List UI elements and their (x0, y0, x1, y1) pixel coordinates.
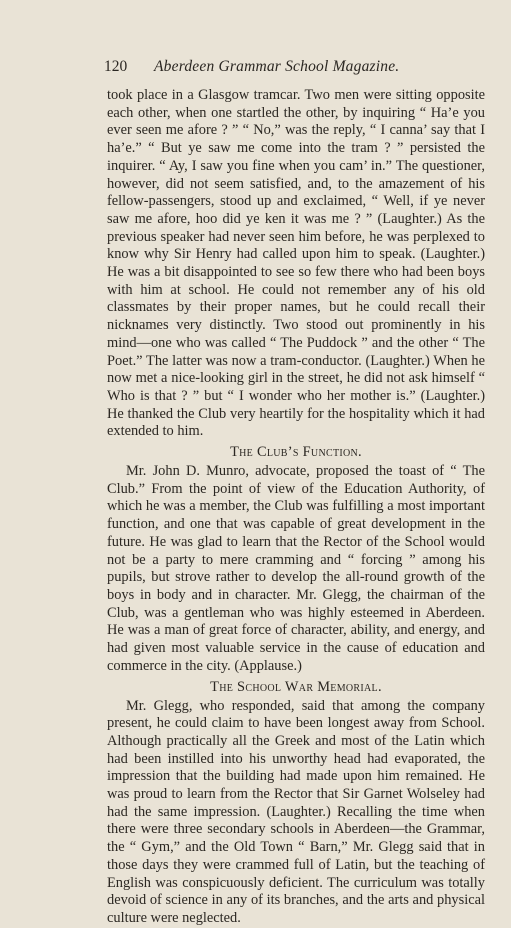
page-number: 120 (104, 58, 128, 75)
section-heading-club-function: The Club’s Function. (230, 444, 362, 461)
running-head: Aberdeen Grammar School Magazine. (154, 58, 400, 75)
paragraph-speech-continuation: took place in a Glasgow tramcar. Two men were sitting opposite each other, when one startled the other, by inquiring “ Ha’e you ever seen me afore ? ” “ No,” was the reply, “ I canna’ say that I ha’e.” “ But ye saw me come into the tram ? ” persisted the inquirer. “ Ay, I saw you fine when you cam’ in.” The questioner, however, did not seem satisfied, and, to the amazement of his fellow-passengers, stood up and exclaimed, “ Well, if ye never saw me afore, hoo did ye ken it was me ? ” (Laughter.) As the previous speaker had never seen him before, he was perplexed to know why Sir Henry had called upon him to speak. (Laughter.) He was a bit disappointed to see so few there who had been boys with him at school. He could not remember any of his old classmates by their proper names, but he could recall their nicknames very distinctly. Two stood out prominently in his mind—one who was called “ The Puddock ” and the other “ The Poet.” The latter was now a tram-conductor. (Laughter.) When he now met a nice-looking girl in the street, he did not ask himself “ Who is that ? ” but “ I wonder who her mother is.” (Laughter.) He thanked the Club very heartily for the hospitality which it had extended to him. (107, 87, 485, 440)
page-header (104, 56, 404, 78)
section-heading-war-memorial: The School War Memorial. (210, 678, 382, 695)
article-body (107, 87, 485, 928)
paragraph-glegg-response: Mr. Glegg, who responded, said that among the company present, he could claim to have been longest away from School. Although practically all the Greek and most of the Latin which had been instilled into his unworthy head had evaporated, the impression that the building had made upon him remained. He was proud to learn from the Rector that Sir Garnet Wolseley had had the same impression. (Laughter.) Recalling the time when there were three secondary schools in Aberdeen—the Grammar, the “ Gym,” and the Old Town “ Barn,” Mr. Glegg said that in those days they were crammed full of Latin, but the teaching of English was conspicuously deficient. The curriculum was totally devoid of science in any of its branches, and the arts and physical culture were neglected. (107, 697, 485, 926)
paragraph-munro-toast: Mr. John D. Munro, advocate, proposed the toast of “ The Club.” From the point of view of the Education Authority, of which he was a member, the Club was fulfilling a most important function, and one that was capable of great development in the future. He was glad to learn that the Rector of the School would not be a party to mere cramming and “ forcing ” among his pupils, but strove rather to develop the all-round growth of the boys in body and in character. Mr. Glegg, the chairman of the Club, was a gentleman who was highly esteemed in Aberdeen. He was a man of great force of character, ability, and energy, and had given most valuable service in the cause of education and commerce in the city. (Applause.) (107, 463, 485, 674)
